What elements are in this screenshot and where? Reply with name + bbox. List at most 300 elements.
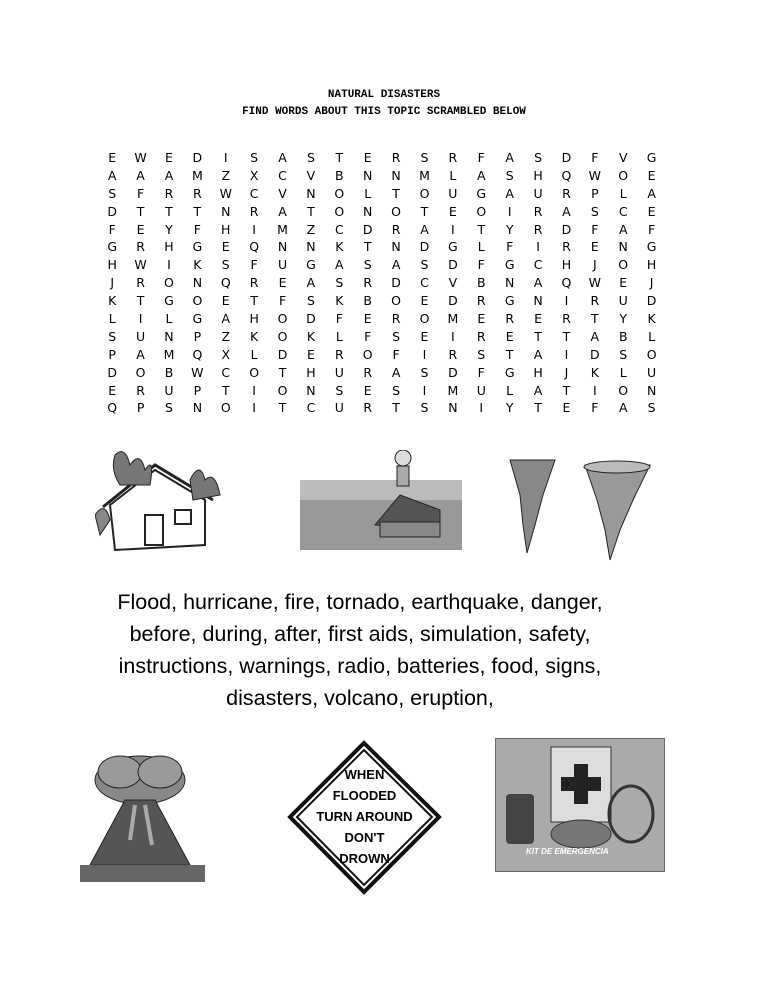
grid-letter: U (334, 364, 344, 380)
grid-letter: R (363, 364, 373, 380)
grid-letter: E (136, 221, 145, 237)
grid-letter: Y (165, 221, 173, 237)
grid-letter: S (165, 400, 173, 416)
grid-letter: T (420, 203, 429, 219)
grid-letter: S (108, 185, 117, 201)
grid-letter: T (335, 150, 344, 165)
grid-letter: S (590, 203, 599, 219)
grid-letter: N (391, 167, 401, 183)
grid-letter: A (476, 167, 486, 183)
grid-row (98, 167, 666, 185)
grid-letter: I (592, 382, 597, 398)
grid-letter: W (588, 275, 602, 291)
grid-letter: C (420, 275, 429, 291)
grid-letter: R (533, 221, 543, 237)
page-title: NATURAL DISASTERS (327, 89, 441, 101)
grid-letter: R (391, 150, 401, 165)
grid-letter: I (564, 293, 569, 309)
grid-letter: S (335, 275, 344, 291)
grid-letter: T (562, 328, 571, 344)
grid-letter: S (420, 257, 429, 273)
grid-letter: H (533, 364, 543, 380)
grid-letter: U (277, 257, 288, 273)
grid-letter: A (278, 203, 287, 219)
grid-letter: U (164, 382, 174, 398)
grid-row (98, 149, 666, 167)
grid-letter: I (138, 311, 143, 327)
grid-letter: O (277, 311, 288, 327)
grid-letter: Y (619, 311, 628, 327)
grid-letter: T (591, 311, 599, 327)
grid-letter: I (451, 221, 455, 237)
grid-letter: Z (221, 328, 231, 344)
grid-letter: L (108, 311, 116, 327)
grid-row (98, 310, 666, 328)
grid-letter: M (447, 382, 459, 398)
grid-letter: M (277, 221, 288, 237)
grid-letter: N (192, 400, 203, 416)
grid-letter: A (107, 167, 117, 183)
grid-row (98, 185, 666, 203)
grid-letter: G (504, 293, 515, 309)
grid-letter: N (363, 167, 373, 183)
volcano-image (80, 750, 205, 882)
grid-letter: C (334, 221, 344, 237)
grid-letter: Z (221, 167, 231, 183)
grid-row (98, 256, 666, 274)
grid-letter: I (167, 257, 171, 273)
grid-letter: F (108, 221, 116, 237)
flood-image (300, 450, 462, 550)
grid-letter: J (649, 275, 654, 291)
grid-letter: N (448, 400, 458, 416)
grid-letter: N (618, 239, 628, 255)
grid-letter: M (163, 346, 175, 362)
grid-letter: K (335, 293, 344, 309)
grid-letter: N (306, 185, 316, 201)
grid-letter: S (392, 382, 401, 398)
grid-letter: R (448, 346, 458, 362)
grid-letter: R (193, 185, 202, 201)
grid-letter: A (618, 400, 628, 416)
grid-letter: H (107, 257, 117, 273)
grid-letter: A (647, 185, 656, 201)
grid-row (98, 221, 666, 239)
grid-letter: L (364, 185, 372, 201)
grid-letter: S (477, 346, 486, 362)
grid-letter: F (591, 221, 599, 237)
grid-letter: P (193, 382, 202, 398)
grid-letter: A (533, 382, 543, 398)
grid-letter: F (392, 346, 400, 362)
grid-letter: A (505, 150, 514, 165)
grid-letter: O (164, 275, 174, 291)
grid-letter: Q (107, 400, 118, 416)
grid-letter: T (136, 203, 145, 219)
grid-letter: M (447, 311, 459, 327)
grid-letter: L (449, 167, 457, 183)
grid-letter: N (504, 275, 515, 291)
grid-letter: V (306, 167, 316, 183)
grid-letter: P (108, 346, 116, 362)
grid-letter: R (363, 275, 373, 291)
grid-letter: I (252, 221, 256, 237)
grid-letter: P (136, 400, 145, 416)
grid-letter: E (363, 382, 372, 398)
grid-letter: O (220, 400, 231, 416)
grid-letter: T (250, 293, 258, 309)
grid-letter: H (249, 311, 259, 327)
sign-line: DON'T (344, 830, 385, 845)
word-list (60, 586, 660, 714)
grid-letter: N (646, 382, 657, 398)
grid-letter: H (306, 364, 316, 380)
grid-letter: U (647, 364, 657, 380)
grid-letter: Q (561, 167, 572, 183)
grid-letter: K (108, 293, 117, 309)
grid-letter: R (590, 293, 600, 309)
word-list-line: before, during, after, first aids, simulation, safety, (129, 622, 591, 646)
grid-letter: T (221, 382, 230, 398)
grid-letter: R (562, 185, 571, 201)
grid-letter: T (505, 346, 514, 362)
grid-letter: A (562, 203, 571, 219)
grid-letter: U (136, 328, 146, 344)
grid-letter: C (618, 203, 628, 219)
grid-letter: T (392, 400, 400, 416)
grid-letter: T (534, 328, 542, 344)
grid-letter: I (564, 346, 569, 362)
grid-letter: L (250, 346, 258, 362)
grid-letter: A (136, 346, 145, 362)
grid-letter: R (136, 239, 145, 255)
grid-letter: N (306, 239, 316, 255)
grid-letter: N (192, 275, 203, 291)
grid-letter: A (164, 167, 174, 183)
grid-letter: N (221, 203, 231, 219)
grid-letter: D (561, 150, 572, 165)
grid-letter: T (193, 203, 202, 219)
emergency-kit-image (495, 738, 665, 872)
grid-letter: O (391, 293, 402, 309)
grid-row (98, 346, 666, 364)
grid-letter: P (193, 328, 202, 344)
grid-letter: C (221, 364, 231, 380)
grid-letter: Y (505, 400, 514, 416)
grid-letter: G (646, 150, 657, 165)
grid-letter: F (506, 239, 514, 255)
grid-letter: E (278, 275, 287, 291)
grid-letter: R (164, 185, 174, 201)
grid-letter: O (277, 328, 288, 344)
grid-letter: S (221, 257, 230, 273)
grid-letter: N (363, 203, 373, 219)
grid-letter: W (588, 167, 602, 183)
grid-letter: D (107, 364, 118, 380)
grid-letter: F (648, 221, 656, 237)
sign-line: TURN AROUND (316, 809, 413, 824)
grid-letter: R (505, 311, 514, 327)
grid-letter: E (647, 203, 656, 219)
grid-letter: D (107, 203, 118, 219)
grid-letter: L (335, 328, 343, 344)
grid-letter: H (533, 167, 543, 183)
grid-letter: E (647, 167, 656, 183)
grid-letter: A (221, 311, 231, 327)
grid-letter: O (249, 364, 260, 380)
grid-letter: A (533, 346, 543, 362)
grid-letter: D (391, 275, 401, 291)
grid-letter: S (505, 167, 514, 183)
grid-letter: D (561, 221, 572, 237)
grid-letter: O (334, 203, 345, 219)
grid-letter: T (136, 293, 145, 309)
grid-letter: B (363, 293, 372, 309)
grid-letter: G (504, 364, 515, 380)
grid-letter: T (562, 382, 571, 398)
grid-letter: G (476, 185, 487, 201)
grid-row (98, 364, 666, 382)
grid-letter: D (419, 239, 430, 255)
grid-letter: F (250, 257, 258, 273)
grid-letter: E (420, 328, 429, 344)
grid-letter: I (479, 400, 484, 416)
grid-letter: K (590, 364, 599, 380)
grid-letter: G (107, 239, 118, 255)
grid-letter: J (110, 275, 115, 291)
grid-letter: K (306, 328, 316, 344)
grid-letter: O (334, 185, 345, 201)
grid-letter: S (335, 382, 344, 398)
grid-letter: T (534, 400, 542, 416)
grid-letter: D (362, 221, 373, 237)
grid-letter: I (223, 150, 228, 165)
grid-letter: S (619, 346, 628, 362)
grid-letter: R (249, 203, 259, 219)
grid-letter: L (619, 364, 627, 380)
grid-letter: R (562, 311, 571, 327)
grid-letter: C (306, 400, 316, 416)
grid-letter: O (618, 167, 629, 183)
burning-house-image (95, 445, 240, 557)
grid-letter: J (564, 364, 569, 380)
grid-letter: O (419, 185, 430, 201)
grid-letter: A (505, 185, 514, 201)
grid-letter: D (448, 257, 458, 273)
grid-letter: Q (192, 346, 203, 362)
grid-letter: U (618, 293, 628, 309)
grid-row (98, 399, 666, 417)
grid-letter: F (136, 185, 145, 201)
grid-letter: A (136, 167, 145, 183)
grid-letter: I (507, 203, 512, 219)
grid-letter: D (448, 293, 458, 309)
grid-row (98, 203, 666, 221)
grid-letter: X (249, 167, 259, 183)
grid-letter: S (250, 150, 259, 165)
grid-letter: L (619, 185, 627, 201)
grid-letter: T (307, 203, 315, 219)
grid-letter: K (193, 257, 202, 273)
grid-letter: A (618, 221, 628, 237)
grid-letter: T (392, 185, 400, 201)
grid-letter: R (448, 150, 458, 165)
grid-letter: E (306, 346, 315, 362)
grid-letter: B (476, 275, 486, 291)
grid-letter: G (646, 239, 657, 255)
grid-letter: A (391, 364, 401, 380)
grid-letter: R (391, 311, 401, 327)
grid-letter: W (134, 150, 147, 165)
grid-letter: V (618, 150, 628, 165)
grid-letter: F (591, 150, 599, 165)
grid-row (98, 328, 666, 346)
grid-letter: O (419, 311, 430, 327)
grid-letter: R (533, 203, 543, 219)
grid-letter: P (591, 185, 599, 201)
grid-letter: I (536, 239, 540, 255)
grid-letter: I (422, 382, 427, 398)
grid-letter: N (277, 239, 288, 255)
grid-letter: Q (249, 239, 260, 255)
grid-letter: B (164, 364, 174, 380)
grid-letter: K (647, 311, 656, 327)
grid-letter: O (135, 364, 146, 380)
grid-letter: I (451, 328, 455, 344)
grid-letter: A (590, 328, 600, 344)
grid-letter: L (165, 311, 173, 327)
grid-letter: N (306, 382, 316, 398)
grid-letter: A (306, 275, 316, 291)
grid-letter: I (252, 400, 256, 416)
grid-letter: D (277, 346, 288, 362)
grid-letter: G (448, 239, 458, 255)
grid-letter: S (108, 328, 117, 344)
grid-letter: G (192, 239, 203, 255)
grid-letter: Z (306, 221, 316, 237)
grid-letter: E (477, 311, 486, 327)
grid-letter: Q (561, 275, 572, 291)
grid-letter: T (363, 239, 372, 255)
grid-letter: R (363, 400, 373, 416)
grid-letter: E (505, 328, 514, 344)
grid-letter: I (252, 382, 256, 398)
grid-letter: N (391, 239, 401, 255)
grid-letter: E (108, 382, 117, 398)
grid-letter: C (533, 257, 543, 273)
grid-letter: E (590, 239, 599, 255)
page-subtitle: FIND WORDS ABOUT THIS TOPIC SCRAMBLED BELOW (242, 106, 526, 118)
grid-letter: G (504, 257, 515, 273)
grid-letter: D (192, 150, 203, 165)
grid-letter: E (363, 311, 372, 327)
grid-letter: R (136, 275, 145, 291)
grid-letter: H (646, 257, 657, 273)
grid-letter: Q (220, 275, 231, 291)
tornado-image (505, 455, 655, 563)
grid-letter: E (165, 150, 173, 165)
grid-letter: A (278, 150, 287, 165)
word-list-line: Flood, hurricane, fire, tornado, earthquake, danger, (117, 590, 603, 614)
grid-letter: F (278, 293, 287, 309)
grid-letter: W (134, 257, 147, 273)
word-search-grid (98, 149, 666, 417)
grid-letter: F (591, 400, 599, 416)
grid-letter: F (193, 221, 201, 237)
grid-letter: L (506, 382, 514, 398)
grid-letter: S (420, 400, 429, 416)
grid-letter: S (420, 150, 429, 165)
grid-letter: R (249, 275, 259, 291)
kit-caption: KIT DE EMERGENCIA (526, 847, 609, 856)
grid-letter: E (363, 150, 372, 165)
grid-letter: U (334, 400, 344, 416)
grid-letter: E (534, 311, 542, 327)
grid-row (98, 292, 666, 310)
grid-letter: S (306, 293, 315, 309)
grid-letter: T (165, 203, 173, 219)
grid-letter: O (277, 382, 288, 398)
grid-letter: A (335, 257, 344, 273)
grid-row (98, 238, 666, 256)
grid-letter: S (647, 400, 656, 416)
grid-letter: A (533, 275, 543, 291)
grid-letter: H (561, 257, 572, 273)
grid-letter: T (278, 400, 287, 416)
grid-letter: R (136, 382, 145, 398)
grid-letter: W (219, 185, 232, 201)
grid-letter: H (164, 239, 174, 255)
grid-letter: F (364, 328, 372, 344)
grid-letter: E (108, 150, 117, 165)
grid-letter: F (335, 311, 343, 327)
grid-letter: G (192, 311, 203, 327)
grid-letter: D (590, 346, 600, 362)
grid-letter: Y (505, 221, 514, 237)
grid-letter: S (392, 328, 401, 344)
flood-warning-sign (287, 740, 442, 895)
grid-letter: T (477, 221, 486, 237)
grid-letter: E (448, 203, 457, 219)
grid-row (98, 382, 666, 400)
word-list-line: instructions, warnings, radio, batteries, food, signs, (118, 654, 602, 678)
grid-letter: O (618, 382, 629, 398)
grid-letter: O (192, 293, 203, 309)
grid-letter: L (477, 239, 485, 255)
grid-letter: C (249, 185, 259, 201)
grid-letter: R (476, 293, 486, 309)
grid-letter: E (562, 400, 571, 416)
grid-letter: V (448, 275, 458, 291)
grid-letter: F (477, 150, 485, 165)
grid-letter: B (335, 167, 344, 183)
grid-letter: U (448, 185, 458, 201)
grid-letter: A (420, 221, 429, 237)
grid-letter: K (250, 328, 259, 344)
grid-letter: F (477, 364, 485, 380)
grid-letter: D (306, 311, 316, 327)
grid-letter: E (221, 239, 230, 255)
grid-letter: K (335, 239, 344, 255)
grid-letter: L (648, 328, 656, 344)
grid-letter: O (362, 346, 373, 362)
grid-letter: S (420, 364, 429, 380)
grid-letter: A (391, 257, 401, 273)
sign-line: WHEN (344, 767, 385, 782)
grid-letter: J (592, 257, 597, 273)
grid-letter: S (363, 257, 372, 273)
grid-letter: R (334, 346, 344, 362)
